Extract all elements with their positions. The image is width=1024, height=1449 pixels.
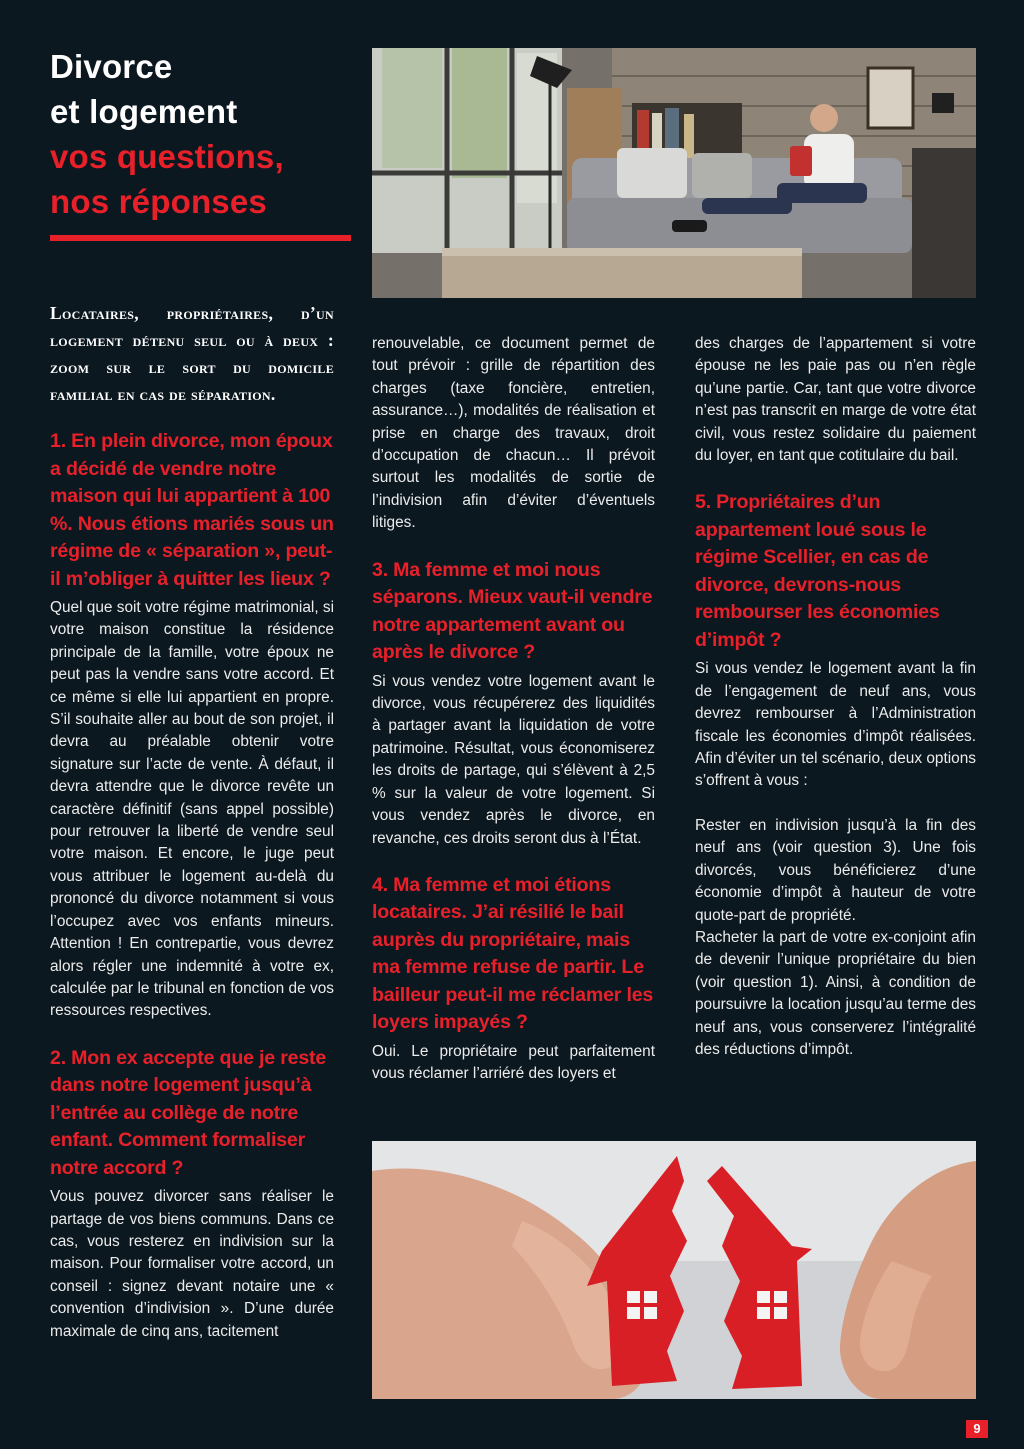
title-line-3: vos questions, (50, 138, 284, 175)
title-line-1: Divorce (50, 48, 173, 85)
living-room-illustration (372, 48, 976, 298)
answer-5: Si vous vendez le logement avant la fin de l’engagement de neuf ans, vous devrez rembourser à l’Administration fiscale les économies d’impôt réalisées. Afin d’éviter un tel scénario, deux options s’offrent à vous : (695, 660, 976, 790)
question-5: 5. Propriétaires d’un appartement loué sous le régime Scellier, en cas de divorce, devrons-nous rembourser les économies d’impôt ? (695, 491, 940, 651)
answer-2-part-2: renouvelable, ce document permet de tout prévoir : grille de répartition des charges (taxe foncière, entretien, assurance…), modalités de réalisation et prise en charge des travaux, droit d’occupation de chacun… Il prévoit surtout les modalités de sortie de l’indivision afin d’éviter d’éventuels litiges. (372, 335, 655, 532)
column-2 (372, 333, 655, 1086)
title-line-2: et logement (50, 93, 238, 130)
question-4: 4. Ma femme et moi étions locataires. J’ai résilié le bail auprès du propriétaire, mais ma femme refuse de partir. Le bailleur peut-il me réclamer les loyers impayés ? (372, 873, 654, 1034)
title-underline (50, 235, 351, 241)
title-line-4: nos réponses (50, 183, 267, 220)
question-2: 2. Mon ex accepte que je reste dans notre logement jusqu’à l’entrée au collège de notre enfant. Comment formaliser notre accord ? (50, 1046, 327, 1179)
paragraph-gap (695, 793, 976, 815)
page-number: 9 (966, 1420, 988, 1438)
answer-4-part-2: des charges de l’appartement si votre épouse ne les paie pas ou n’en règle qu’une partie. Car, tant que votre divorce n’est pas transcrit en marge de votre état civil, vous restez solidaire du paiement du loyer, en tant que cotitulaire du bail. (695, 335, 976, 465)
answer-4-part-1: Oui. Le propriétaire peut parfaitement vous réclamer l’arriéré des loyers et (372, 1042, 655, 1083)
question-3: 3. Ma femme et moi nous séparons. Mieux vaut-il vendre notre appartement avant ou après le divorce ? (372, 558, 653, 664)
broken-house-illustration (372, 1141, 976, 1399)
answer-3: Si vous vendez votre logement avant le divorce, vous récupérerez des liquidités à partager avant la liquidation de votre patrimoine. Résultat, vous économiserez les droits de partage, qui s’élèvent à 2,5 % sur la valeur de votre logement. Si vous vendez après le divorce, en revanche, ces droits seront dus à l’État. (372, 672, 655, 847)
answer-1: Quel que soit votre régime matrimonial, si votre maison constitue la résidence principale de la famille, votre époux ne peut pas la vendre sans votre accord. Et ce même si elle lui appartient en propre. S’il souhaite aller au bout de son projet, il devra au préalable obtenir votre signature sur l’acte de vente. À défaut, il devra attendre que le divorce revête un caractère définitif (sans appel possible) pour retrouver la liberté de vendre seul votre maison. Et encore, le juge peut vous attribuer le logement au-delà du prononcé du divorce notamment si vous l’occupez avec vos enfants mineurs. Attention ! En contrepartie, vous devrez alors régler une indemnité à votre ex, calculée par le tribunal en fonction de vos ressources respectives. (50, 599, 334, 1020)
column-3 (695, 333, 976, 1061)
answer-5-option-2: Racheter la part de votre ex-conjoint afin de devenir l’unique propriétaire du bien (voir question 1). Ainsi, à condition de poursuivre la location jusqu’au terme des neuf ans, vous conserverez l’intégralité des réductions d’impôt. (695, 928, 976, 1058)
answer-5-option-1: Rester en indivision jusqu’à la fin des neuf ans (voir question 3). Une fois divorcés, vous bénéficierez d’une économie d’impôt à hauteur de votre quote-part de propriété. (695, 816, 976, 924)
column-1 (50, 300, 334, 1343)
intro-text: Locataires, propriétaires, d’un logement détenu seul ou à deux : zoom sur le sort du domicile familial en cas de séparation. (50, 303, 334, 404)
answer-2-part-1: Vous pouvez divorcer sans réaliser le partage de vos biens communs. Dans ce cas, vous resterez en indivision sur la maison. Pour formaliser votre accord, un conseil : signez devant notaire une « convention d’indivision ». D’une durée maximale de cinq ans, tacitement (50, 1188, 334, 1340)
question-1: 1. En plein divorce, mon époux a décidé de vendre notre maison qui lui appartient à 100 %. Nous étions mariés sous un régime de « séparation », peut-il m’obliger à quitter les lieux ? (50, 430, 334, 590)
broken-house-photo (372, 1141, 976, 1399)
living-room-photo (372, 48, 976, 298)
page-title (50, 44, 284, 224)
